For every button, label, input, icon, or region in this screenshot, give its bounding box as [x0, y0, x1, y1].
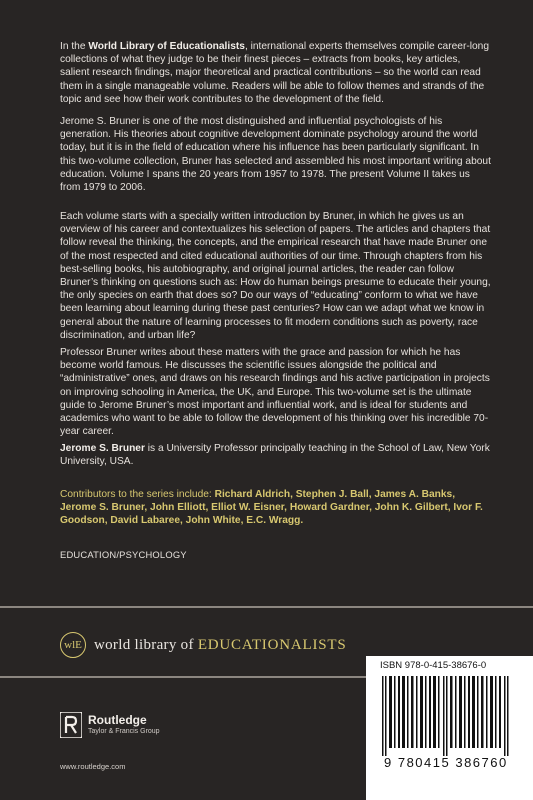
barcode-bars-icon	[380, 676, 520, 756]
bruner-writing-paragraph	[60, 346, 492, 438]
publisher-group: Taylor & Francis Group	[88, 728, 160, 735]
wle-badge-icon: wlE	[60, 632, 86, 658]
author-name: Jerome S. Bruner	[60, 443, 145, 454]
intro-rest: , international experts themselves compile career-long collections of what they judge to be their finest pieces – extracts from books, key articles, salient research findings, major theoretical and practical contributions – so the world can read them in a single manageable volume. Readers will be able to follow themes and strands of the topic and see how their work contributes to the development of the field.	[60, 41, 489, 105]
series-name-bold: World Library of Educationalists	[88, 41, 245, 52]
series-title	[94, 637, 347, 654]
volume-contents-paragraph	[60, 210, 492, 342]
divider-top	[0, 606, 533, 608]
series-logo	[60, 632, 347, 658]
author-bio-paragraph	[60, 442, 492, 468]
isbn-text: ISBN 978-0-415-38676-0	[380, 660, 487, 671]
barcode	[366, 656, 533, 800]
publisher-logo	[60, 712, 160, 738]
series-name: EDUCATIONALISTS	[197, 636, 347, 653]
intro-lead: In the	[60, 41, 89, 52]
paragraph-text: Jerome S. Bruner is one of the most distinguished and influential psychologists of his generation. His theories about cognitive development dominate psychology around the world today, but it is in the field of education where his influence has been particularly significant. In this two-volume collection, Bruner has selected and assembled his most important writing about education. Volume I spans the 20 years from 1957 to 1978. The present Volume II takes us from 1979 to 2006.	[60, 116, 491, 194]
contributors-lead: Contributors to the series include:	[60, 489, 215, 500]
publisher-url: www.routledge.com	[60, 762, 126, 771]
contributors-paragraph	[60, 488, 492, 528]
author-bio-text: is a University Professor principally teaching in the School of Law, New York University, USA.	[60, 443, 490, 468]
paragraph-text: Each volume starts with a specially written introduction by Bruner, in which he gives us an overview of his career and contextualizes his selection of papers. The articles and chapters that follow reveal the thinking, the concepts, and the empirical research that have made Bruner one of the most respected and cited educational authorities of our time. Through chapters from his best-selling books, his autobiography, and original journal articles, the reader can follow Bruner’s thinking on questions such as: How do human beings presume to educate their young, the only species on earth that does so? Do our ways of “educating” conform to what we have been learning about learning during these past centuries? How can we adapt what we know in general about the nature of learning processes to fit modern conditions such as poverty, race discrimination, and urban life?	[60, 211, 491, 341]
publisher-name: Routledge	[88, 713, 147, 727]
publisher-name-block	[88, 714, 160, 736]
intro-paragraph	[60, 40, 492, 106]
series-prefix: world library of	[94, 636, 198, 653]
bruner-overview-paragraph	[60, 115, 492, 194]
barcode-digits: 9 780415 386760	[384, 755, 508, 770]
category-label: EDUCATION/PSYCHOLOGY	[60, 549, 187, 560]
paragraph-text: Professor Bruner writes about these matters with the grace and passion for which he has become world famous. He discusses the scientific issues alongside the political and “administrative” ones, and draws on his research findings and his active participation in projects on improving schooling in America, the UK, and Europe. This two-volume set is the ultimate guide to Jerome Bruner’s most important and influential work, and is ideal for students and academics who want to be able to follow the development of his thinking over his incredible 70-year career.	[60, 347, 490, 438]
routledge-r-icon	[60, 712, 82, 738]
contributors-names: Richard Aldrich, Stephen J. Ball, James A. Banks, Jerome S. Bruner, John Elliott, Elliot W. Eisner, Howard Gardner, John K. Gilbert, Ivor F. Goodson, David Labaree, John White, E.C. Wragg.	[60, 489, 483, 527]
